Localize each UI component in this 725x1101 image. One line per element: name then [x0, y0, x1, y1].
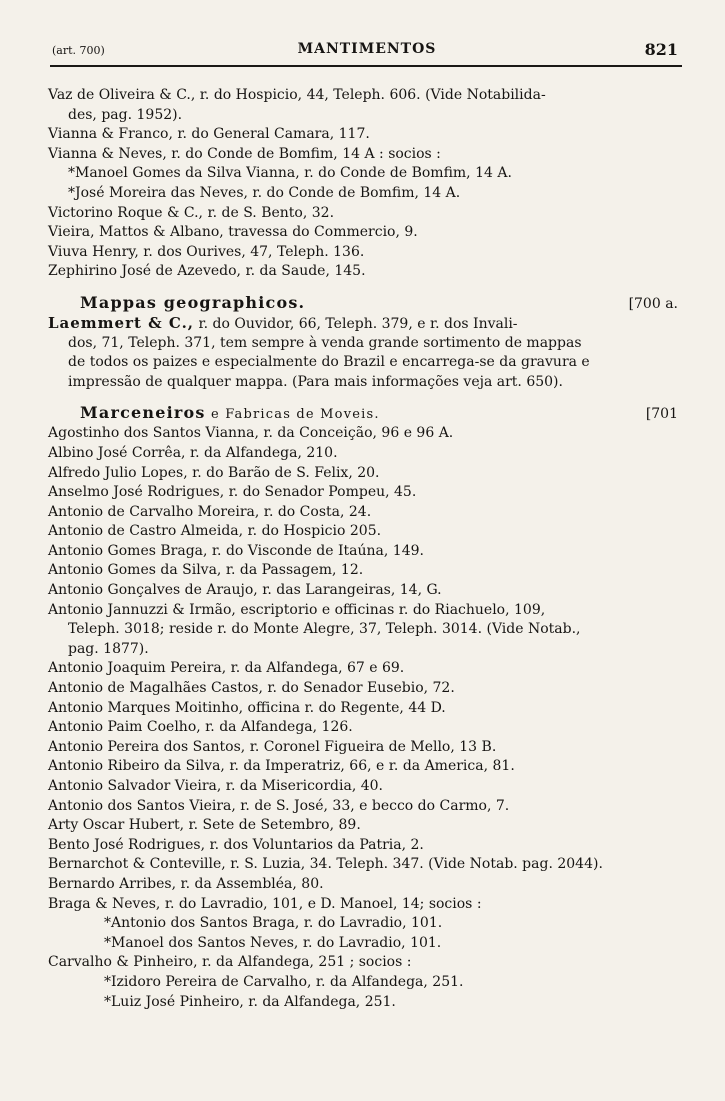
- entry-continuation: [48, 334, 684, 354]
- entry-list-mantimentos: [48, 86, 684, 282]
- entry-text: Bernardo Arribes, r. da Assembléa, 80.: [48, 875, 324, 892]
- entry-text: Arty Oscar Hubert, r. Sete de Setembro, 89.: [48, 817, 361, 834]
- entry-continuation: [48, 934, 684, 954]
- directory-entry: [48, 836, 684, 856]
- entry-text: Antonio Gonçalves de Araujo, r. das Larangeiras, 14, G.: [48, 582, 442, 599]
- entry-text: Albino José Corrêa, r. da Alfandega, 210.: [48, 444, 338, 461]
- running-title: MANTIMENTOS: [297, 41, 437, 57]
- article-range: (art. 700): [52, 44, 105, 57]
- entry-text: Zephirino José de Azevedo, r. da Saude, 145.: [48, 263, 366, 280]
- entry-text: Alfredo Julio Lopes, r. do Barão de S. Felix, 20.: [48, 464, 380, 481]
- entry-text: de todos os paizes e especialmente do Brazil e encarrega-se da gravura e: [68, 354, 590, 371]
- entry-text: Bernarchot & Conteville, r. S. Luzia, 34. Teleph. 347. (Vide Notab. pag. 2044).: [48, 856, 603, 873]
- directory-entry: [48, 483, 684, 503]
- directory-entry: [48, 125, 684, 145]
- directory-entry: [48, 464, 684, 484]
- entry-text: Antonio Jannuzzi & Irmão, escriptorio e officinas r. do Riachuelo, 109,: [48, 601, 546, 618]
- section-heading-mappas: [48, 292, 684, 314]
- entry-text: Antonio de Magalhães Castos, r. do Senador Eusebio, 72.: [48, 680, 455, 697]
- directory-entry: [48, 314, 684, 334]
- entry-text: Braga & Neves, r. do Lavradio, 101, e D. Manoel, 14; socios :: [48, 895, 482, 912]
- directory-entry: [48, 718, 684, 738]
- page-number: 821: [644, 40, 678, 59]
- directory-entry: [48, 503, 684, 523]
- directory-entry: [48, 145, 684, 165]
- entry-text: r. do Ouvidor, 66, Teleph. 379, e r. dos Invali-: [194, 315, 518, 332]
- directory-entry: [48, 581, 684, 601]
- entry-text: Agostinho dos Santos Vianna, r. da Conceição, 96 e 96 A.: [48, 425, 454, 442]
- directory-entry: [48, 757, 684, 777]
- directory-entry: [48, 86, 684, 106]
- entry-continuation: [48, 620, 684, 640]
- entry-continuation: [48, 914, 684, 934]
- entry-text: *Izidoro Pereira de Carvalho, r. da Alfandega, 251.: [104, 973, 464, 990]
- section-title: Mappas geographicos.: [80, 292, 306, 312]
- directory-entry: [48, 699, 684, 719]
- section-subtitle: e Fabricas de Moveis.: [205, 407, 380, 423]
- entry-text: Victorino Roque & C., r. de S. Bento, 32.: [48, 204, 335, 221]
- entry-text: Antonio Ribeiro da Silva, r. da Imperatriz, 66, e r. da America, 81.: [48, 758, 515, 775]
- entry-text: Antonio Pereira dos Santos, r. Coronel Figueira de Mello, 13 B.: [48, 738, 497, 755]
- entry-text: Vieira, Mattos & Albano, travessa do Commercio, 9.: [48, 224, 418, 241]
- entry-continuation: [48, 164, 684, 184]
- entry-text: Anselmo José Rodrigues, r. do Senador Pompeu, 45.: [48, 484, 417, 501]
- directory-entry: [48, 424, 684, 444]
- entry-text: *José Moreira das Neves, r. do Conde de Bomfim, 14 A.: [68, 184, 461, 201]
- section-title-main: Marceneiros: [80, 403, 206, 423]
- directory-entry: [48, 223, 684, 243]
- directory-entry: [48, 738, 684, 758]
- directory-entry: [48, 522, 684, 542]
- entry-continuation: [48, 993, 684, 1013]
- entry-continuation: [48, 353, 684, 373]
- directory-entry: [48, 855, 684, 875]
- entry-text: Teleph. 3018; reside r. do Monte Alegre, 37, Teleph. 3014. (Vide Notab.,: [68, 621, 581, 638]
- entry-text: Antonio Gomes Braga, r. do Visconde de Itaúna, 149.: [48, 542, 424, 559]
- entry-text: Bento José Rodrigues, r. dos Voluntarios da Patria, 2.: [48, 836, 424, 853]
- directory-entry: [48, 679, 684, 699]
- entry-text: dos, 71, Teleph. 371, tem sempre à venda grande sortimento de mappas: [68, 334, 582, 351]
- directory-entry: [48, 542, 684, 562]
- entry-text: Antonio de Carvalho Moreira, r. do Costa, 24.: [48, 503, 372, 520]
- entry-text: Antonio Paim Coelho, r. da Alfandega, 126.: [48, 719, 353, 736]
- section-title: [48, 402, 380, 426]
- section-heading-marceneiros: [48, 402, 684, 424]
- entry-text: Antonio Gomes da Silva, r. da Passagem, 12.: [48, 562, 364, 579]
- directory-entry: [48, 953, 684, 973]
- entry-continuation: [48, 373, 684, 393]
- entry-text: Carvalho & Pinheiro, r. da Alfandega, 251 ; socios :: [48, 954, 412, 971]
- entry-text: Antonio dos Santos Vieira, r. de S. José, 33, e becco do Carmo, 7.: [48, 797, 510, 814]
- article-number: [701: [645, 406, 678, 423]
- entry-text: Antonio Marques Moitinho, officina r. do Regente, 44 D.: [48, 699, 446, 716]
- entry-text: Antonio Salvador Vieira, r. da Misericordia, 40.: [48, 778, 383, 794]
- entry-list-mappas: [48, 314, 684, 392]
- entry-text: des, pag. 1952).: [68, 106, 183, 123]
- entry-text: Viuva Henry, r. dos Ourives, 47, Teleph. 136.: [48, 243, 365, 260]
- entry-list-marceneiros: [48, 424, 684, 1012]
- entry-text: *Antonio dos Santos Braga, r. do Lavradio, 101.: [104, 915, 443, 932]
- directory-entry: [48, 895, 684, 915]
- directory-entry: [48, 243, 684, 263]
- article-number: [700 a.: [628, 295, 678, 312]
- header-rule: [50, 65, 682, 67]
- entry-text: Vianna & Franco, r. do General Camara, 117.: [48, 126, 370, 143]
- firm-name: Laemmert & C.,: [48, 313, 195, 332]
- page-body: [48, 86, 684, 1012]
- entry-continuation: [48, 973, 684, 993]
- directory-entry: [48, 659, 684, 679]
- entry-continuation: [48, 640, 684, 660]
- entry-continuation: [48, 106, 684, 126]
- entry-text: Vianna & Neves, r. do Conde de Bomfim, 14 A : socios :: [48, 145, 441, 162]
- entry-text: pag. 1877).: [68, 640, 149, 657]
- entry-text: Antonio Joaquim Pereira, r. da Alfandega, 67 e 69.: [48, 660, 405, 677]
- entry-text: *Luiz José Pinheiro, r. da Alfandega, 251.: [104, 993, 396, 1010]
- directory-entry: [48, 777, 684, 797]
- directory-entry: [48, 601, 684, 621]
- entry-continuation: [48, 184, 684, 204]
- directory-entry: [48, 797, 684, 817]
- entry-text: Vaz de Oliveira & C., r. do Hospicio, 44, Teleph. 606. (Vide Notabilida-: [48, 87, 546, 103]
- directory-entry: [48, 875, 684, 895]
- page-header: [52, 36, 682, 66]
- directory-entry: [48, 561, 684, 581]
- entry-text: Antonio de Castro Almeida, r. do Hospicio 205.: [48, 523, 382, 540]
- entry-text: impressão de qualquer mappa. (Para mais informações veja art. 650).: [68, 373, 563, 390]
- directory-entry: [48, 204, 684, 224]
- entry-text: *Manoel dos Santos Neves, r. do Lavradio, 101.: [104, 934, 442, 951]
- directory-entry: [48, 262, 684, 282]
- entry-text: *Manoel Gomes da Silva Vianna, r. do Conde de Bomfim, 14 A.: [68, 165, 512, 182]
- directory-entry: [48, 816, 684, 836]
- directory-entry: [48, 444, 684, 464]
